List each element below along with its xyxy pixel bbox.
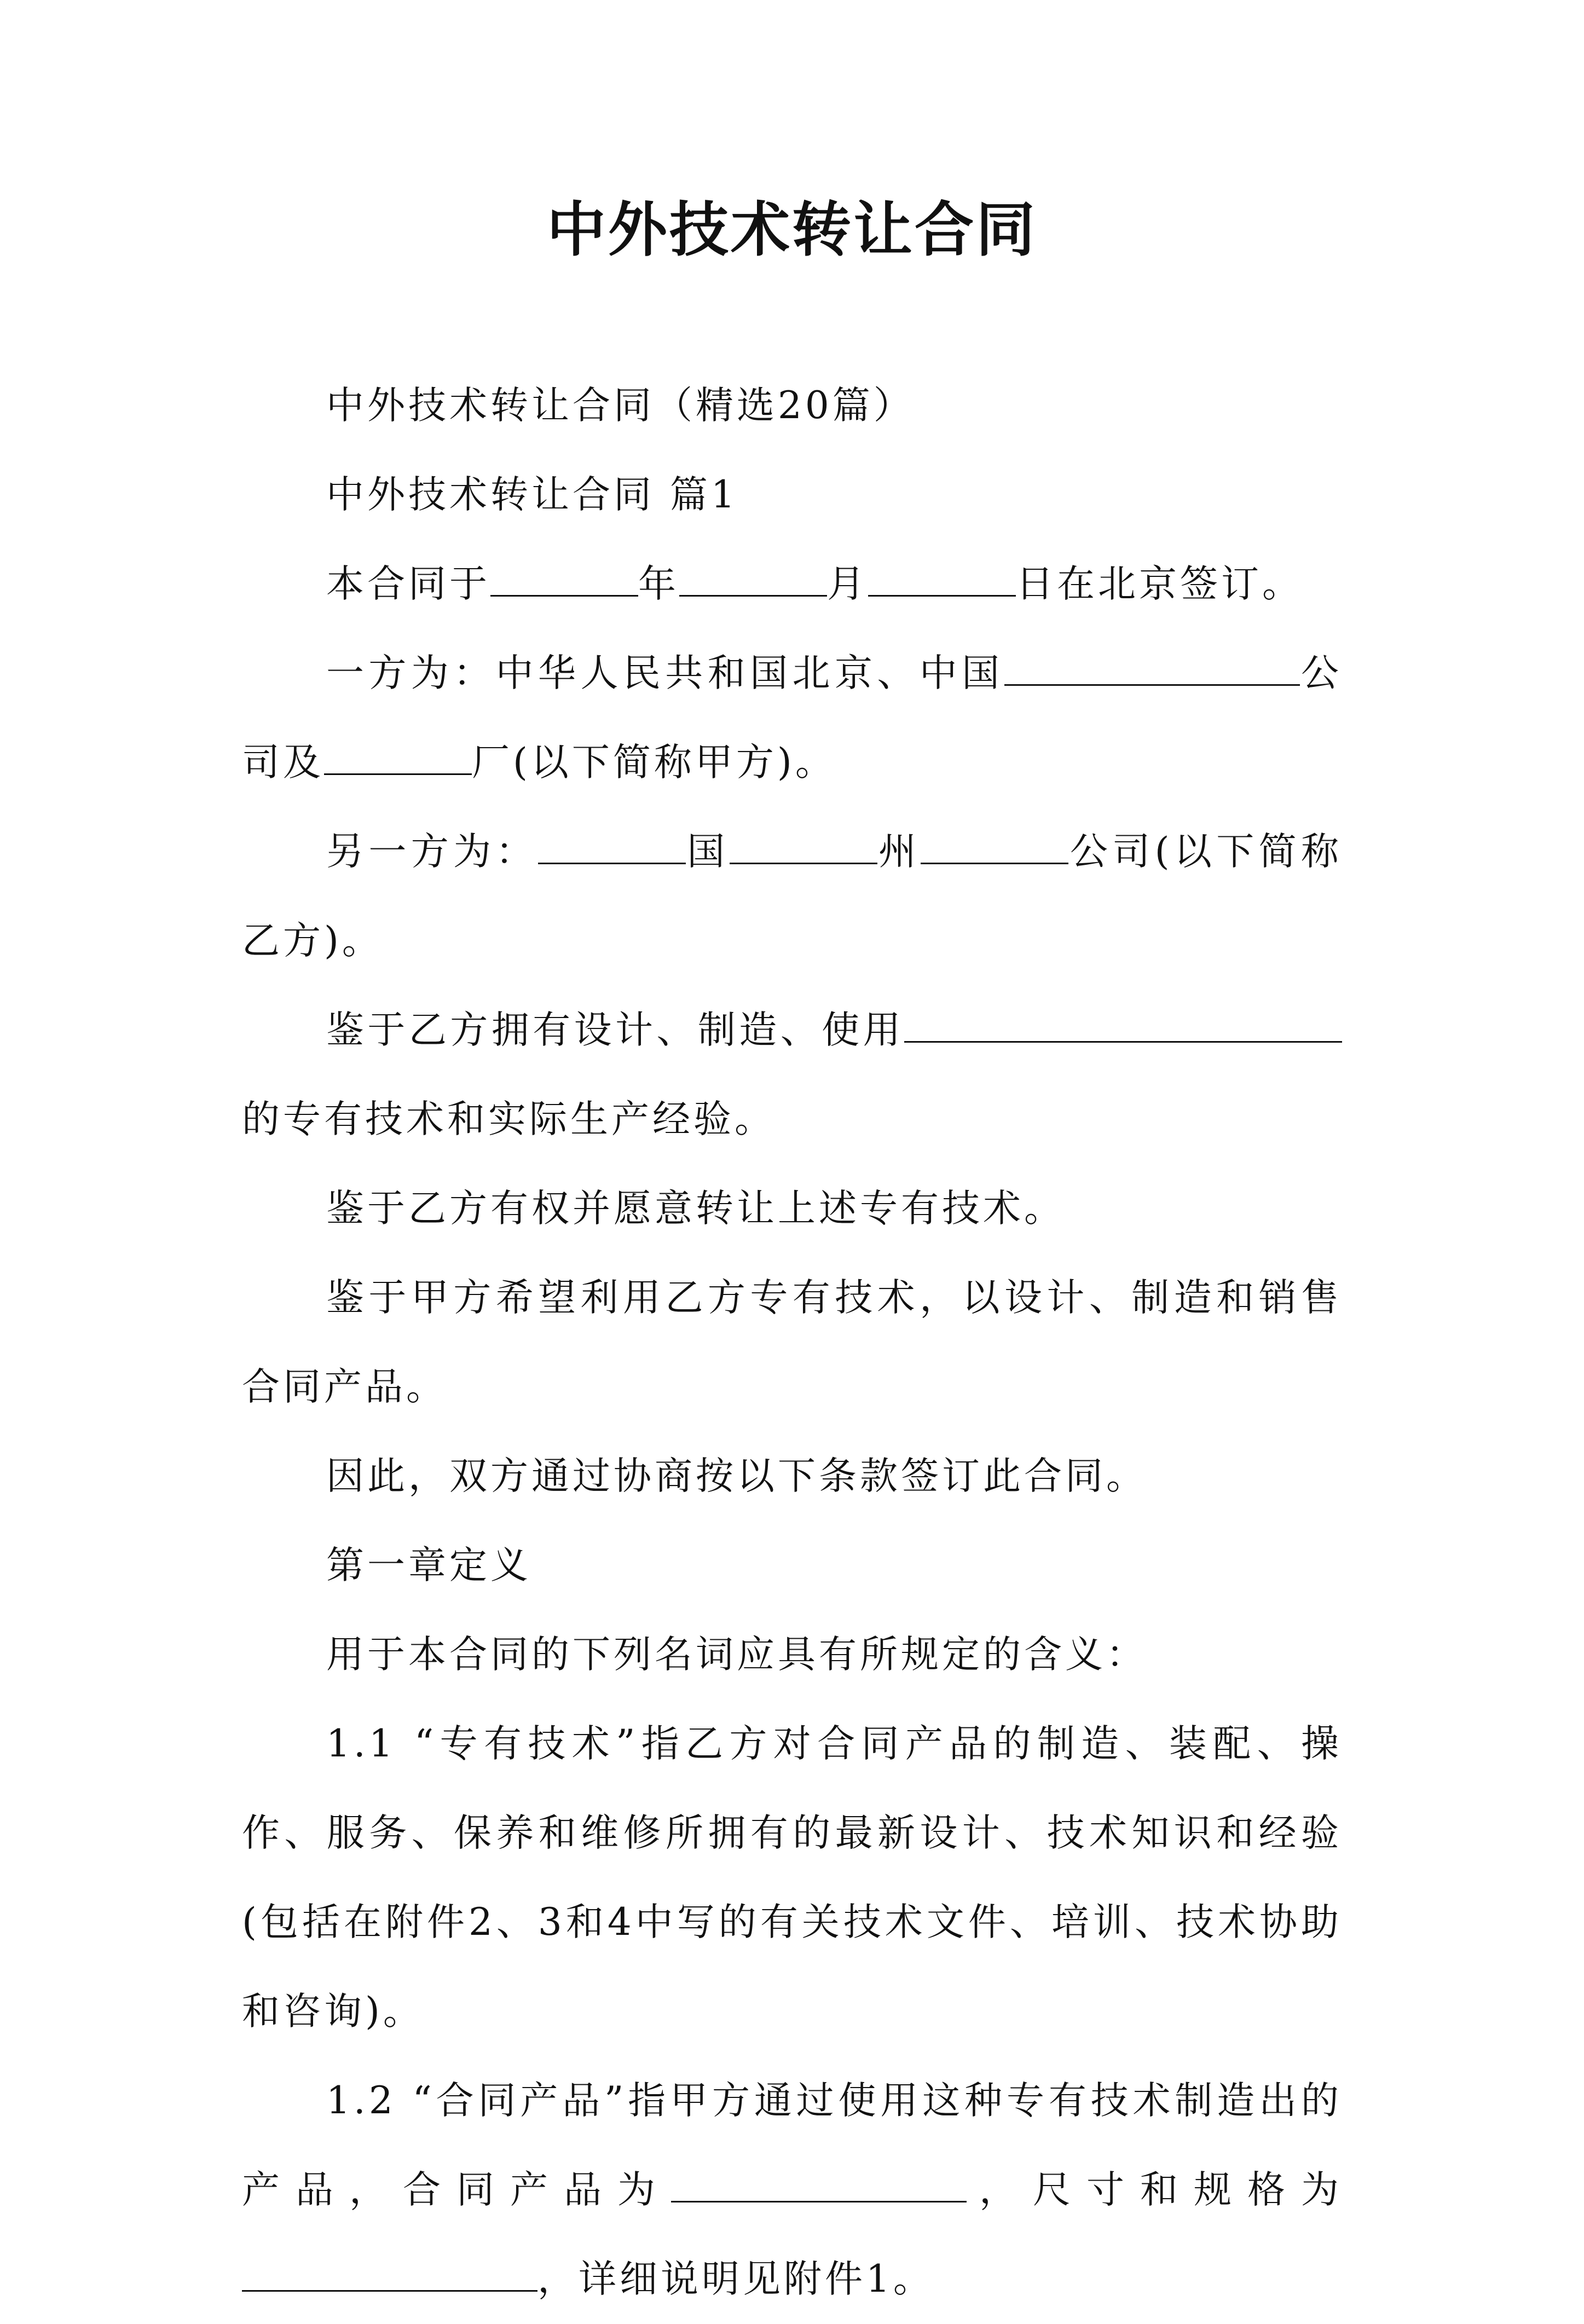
text-segment: 的专有技术和实际生产经验。 [242, 1097, 776, 1141]
paragraph-agreement: 因此，双方通过协商按以下条款签订此合同。 [326, 1454, 1147, 1498]
text-segment: 日在北京签订。 [1016, 562, 1303, 606]
text-segment: 鉴于乙方拥有设计、制造、使用 [326, 1008, 904, 1052]
paragraph-party-a [242, 629, 1342, 807]
paragraph-whereas-1 [242, 986, 1342, 1164]
blank-line-specification [242, 2257, 537, 2292]
text-segment: 1.2 “合同产品”指甲方通过使用这种专有技术制造出的产品，合同产品为 [242, 2079, 1342, 2212]
paragraph-whereas-3: 鉴于甲方希望利用乙方专有技术，以设计、制造和销售合同产品。 [242, 1276, 1342, 1409]
paragraph-definition-1-1: 1.1 “专有技术”指乙方对合同产品的制造、装配、操作、服务、保养和维修所拥有的最新设计、技术知识和经验(包括在附件2、3和4中写的有关技术文件、培训、技术协助和咨询)。 [242, 1722, 1342, 2033]
blank-line-factory [324, 741, 472, 775]
text-segment: 另一方为： [326, 830, 538, 874]
paragraph-definition-1-2 [242, 2056, 1342, 2324]
blank-line-country [538, 830, 686, 864]
blank-line-month [679, 562, 827, 597]
text-segment: ，尺寸和规格为 [967, 2168, 1342, 2212]
blank-line-state [730, 830, 877, 864]
text-segment: 公司及 [242, 651, 1343, 784]
blank-line-product-name [671, 2168, 967, 2202]
text-segment: 本合同于 [326, 562, 490, 606]
paragraph-party-b [242, 807, 1342, 986]
text-segment: ，详细说明见附件1。 [537, 2257, 934, 2301]
blank-line-day [868, 562, 1016, 597]
paragraph-collection-title: 中外技术转让合同（精选20篇） [326, 384, 915, 427]
text-segment: 公司(以下简称乙方)。 [242, 830, 1343, 963]
text-segment: 年 [638, 562, 679, 606]
blank-line-product [904, 1008, 1342, 1043]
document-body [242, 361, 1342, 2324]
text-segment: 厂(以下简称甲方)。 [472, 741, 836, 784]
paragraph-definitions-intro: 用于本合同的下列名词应具有所规定的含义： [326, 1633, 1147, 1676]
paragraph-signing-date [242, 540, 1342, 629]
paragraph-chapter-heading: 第一章定义 [326, 1543, 531, 1587]
blank-line-company [1004, 651, 1300, 686]
text-segment: 国 [685, 830, 730, 874]
blank-line-year [490, 562, 638, 597]
text-segment: 一方为：中华人民共和国北京、中国 [326, 651, 1004, 695]
text-segment: 州 [877, 830, 921, 874]
paragraph-section-heading: 中外技术转让合同 篇1 [326, 473, 738, 517]
text-segment: 月 [827, 562, 868, 606]
document-title: 中外技术转让合同 [546, 195, 1037, 264]
blank-line-company [921, 830, 1068, 864]
paragraph-whereas-2: 鉴于乙方有权并愿意转让上述专有技术。 [326, 1187, 1065, 1230]
